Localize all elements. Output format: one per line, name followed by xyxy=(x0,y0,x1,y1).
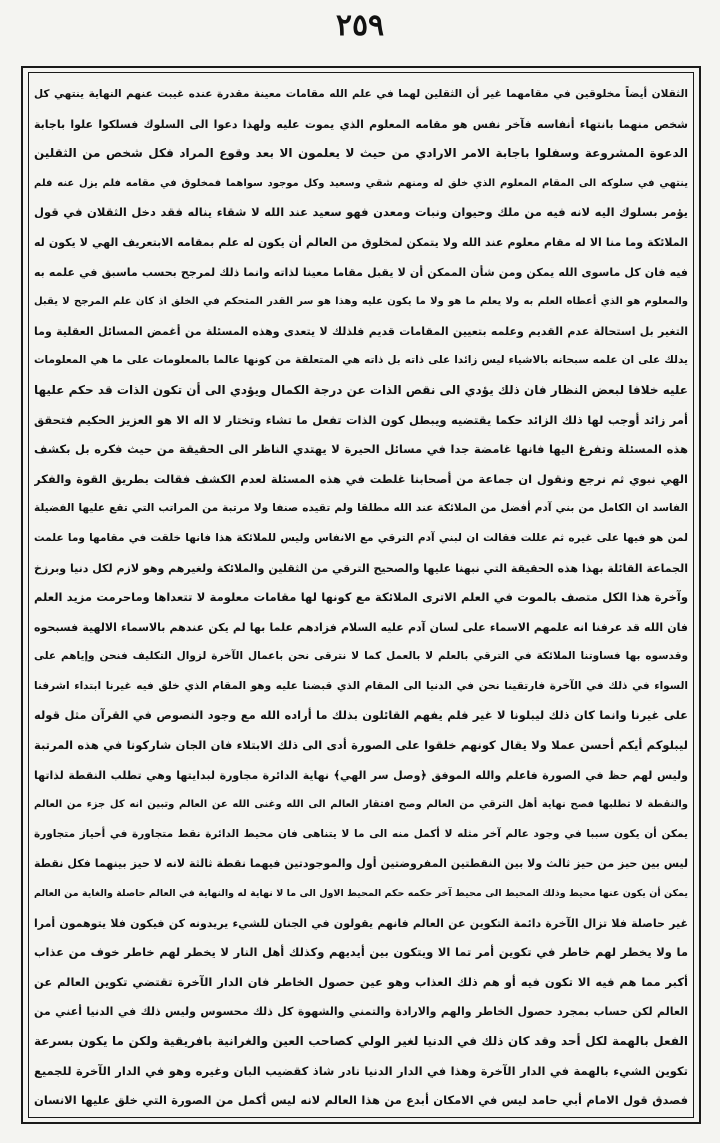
text-line: ما ولا يخطر لهم خاطر في تكوين أمر تما الا ويتكون بين أيديهم وكذلك أهل النار لا يخطر لهم خاطر خوف من عذاب xyxy=(34,945,688,960)
page-number: ٢٥٩ xyxy=(335,8,385,43)
text-line: فيه فان كل ماسوى الله يمكن ومن شأن الممكن أن لا يقبل مقاما معينا لذاته وانما ذلك لمرجح بحسب ماسبق في علمه به xyxy=(34,265,688,279)
text-line: الهي نبوي ثم نرجع ونقول ان جماعة من أصحابنا غلطت في هذه المسئلة لعدم الكشف فقالت بطريق القوة والفكر xyxy=(34,471,688,486)
text-line: عليه خلافا لبعض النظار فان ذلك يؤدي الى نقص الذات عن درجة الكمال ويؤدي الى أن تكون الذات قد حكم عليها xyxy=(34,382,688,397)
page-body-text xyxy=(34,80,688,1114)
text-line: لمن هو فيها على غيره ثم عللت فقالت ان لبني آدم الترقي مع الانفاس وليس للملائكة هذا فانها خلقت في مقامها وما علمت xyxy=(34,531,688,544)
text-line: التغير بل استحالة عدم القديم وعلمه بتعيين المقامات قديم فلذلك لا يتعدى وهذه المسئلة من أغمض المسائل العقلية وما xyxy=(34,324,688,338)
text-line: الفاسد ان الكامل من بني آدم أفضل من الملائكة عند الله مطلقا ولم تقيده صنفا ولا مرتبة من المراتب التي تقع عليها الفضيلة xyxy=(34,502,688,515)
text-line: وليس لهم حظ في الصورة فاعلم والله الموفق ﴿وصل سر الهي﴾ نهاية الدائرة مجاورة لبدايتها وهي تطلب النقطة لذاتها xyxy=(34,768,688,782)
text-line: ليس بين حيز من حيز ثالث ولا بين النقطتين المفروضتين أول والموجودتين فيهما نقطة ثالثة لانه لا حيز بينهما فكل نقطة xyxy=(34,857,688,871)
text-line: أمر زائد أوجب لها ذلك الزائد حكما يقتضيه ويبطل كون الذات تفعل ما تشاء وتختار لا اله الا هو العزيز الحكيم فتحقق xyxy=(34,412,688,427)
text-line: والنقطة لا تطلبها فصح نهاية أهل الترقي من العالم وصح افتقار العالم الى الله وغنى الله عن العالم وتبين انه كل جزء من العالم xyxy=(34,799,688,811)
text-line: الملائكة وما منا الا له مقام معلوم عند الله ولا يتمكن لمخلوق من العالم أن يكون له علم بمقامه الابتعريف الهي لا يكون له xyxy=(34,235,688,249)
text-line: على غيرنا وانما كان ذلك ليبلونا لا غير فلم يفهم القائلون بذلك ما أراده الله مع وجود النصوص في القرآن مثل قوله xyxy=(34,708,688,723)
text-line: يمكن أن يكون سببا في وجود عالم آخر مثله لا أكمل منه الى ما لا يتناهى فان محيط الدائرة نقط متجاورة في أحياز متجاورة xyxy=(34,827,688,840)
text-line: والمعلوم هو الذي أعطاه العلم به ولا يعلم ما هو ولا ما يكون عليه وهذا هو سر القدر المتحكم في الخلق اذ كان علم المرجح لا يقبل xyxy=(34,296,688,308)
text-line: ينتهي في سلوكه الى المقام المعلوم الذي خلق له ومنهم شقي وسعيد وكل موجود سواهما فمخلوق في مقامه فلم يزل عنه فلم xyxy=(34,177,688,189)
text-line: يؤمر بسلوك اليه لانه فيه من ملك وحيوان ونبات ومعدن فهو سعيد عند الله لا شقاء يناله فقد دخل الثقلان في قول xyxy=(34,205,688,220)
text-line: السواء في ذلك في الآخرة فارتقينا نحن في الدنيا الى المقام الذي قبضنا عليه وهو المقام الذي خلق فيه غيرنا ابتداء اشرفنا xyxy=(34,679,688,692)
text-line: أكبر مما هم فيه الا تكون فيه أو هم ذلك العذاب وهو عين حصول الخاطر فان الدار الآخرة تقتضي تكوين العالم عن xyxy=(34,974,688,989)
text-line: غير حاصلة فلا تزال الآخرة دائمة التكوين عن العالم فانهم يقولون في الجنان للشيء يريدونه كن فيكون فلا يتوهمون أمرا xyxy=(34,916,688,930)
text-line: فصدق قول الامام أبي حامد ليس في الامكان أبدع من هذا العالم لانه ليس أكمل من الصورة التي خلق عليها الانسان xyxy=(34,1093,688,1108)
text-line: وقدسوه بها فساوتنا الملائكة في الترقي بالعلم لا بالعمل كما لا نترقى نحن باعمال الآخرة لزوال التكليف فنحن وإياهم على xyxy=(34,650,688,663)
text-line: الدعوة المشروعة وسفلوا باجابة الامر الارادي من حيث لا يعلمون الا بعد وقوع المراد فكل شخص من الثقلين xyxy=(34,146,688,161)
text-line: تكوين الشيء بالهمة في الدار الآخرة وهذا في الدار الدنيا نادر شاذ كقضيب البان وغيره وهو في الدار الآخرة للجميع xyxy=(34,1063,688,1078)
text-line: شخص منهما بانتهاء أنفاسه فآخر نفس هو مقامه المعلوم الذي يموت عليه ولهذا دعوا الى السلوك فسلكوا علوا باجابة xyxy=(34,117,688,131)
text-line: الثقلان أيضاً مخلوقين في مقامهما غير أن الثقلين لهما في علم الله مقامات معينة مقدرة عنده غيبت عنهم النهاية ينتهي كل xyxy=(34,88,688,100)
text-line: العالم لكن حساب بمجرد حصول الخاطر والهم والارادة والتمني والشهوة كل ذلك محسوس وليس ذلك في الدنيا أعني من xyxy=(34,1005,688,1019)
text-line: ليبلوكم أيكم أحسن عملا ولا يقال كونهم خلقوا على الصورة أدى الى ذلك الابتلاء فان الجان شاركونا في هذه المرتبة xyxy=(34,738,688,753)
text-line: فان الله قد عرفنا انه علمهم الاسماء على لسان آدم عليه السلام فزادهم علما بها لم يكن عندهم بالاسماء الالهية فسبحوه xyxy=(34,620,688,634)
text-line: الجماعة القائلة بهذا هذه الحقيقة التي نبهنا عليها والصحيح الترقي من الثقلين والملائكة ولغيرهم وهو لازم لكل دنيا وبرزخ xyxy=(34,561,688,575)
text-line: هذه المسئلة وتفرغ اليها فانها غامضة جدا في مسائل الحيرة لا يهتدي الناظر الى الحقيقة من حيث فكره بل بكشف xyxy=(34,442,688,457)
text-line: يدلك على ان علمه سبحانه بالاشياء ليس زائدا على ذاته بل ذاته هي المتعلقة من كونها عالما بالمعلومات على ما هي المعلومات xyxy=(34,354,688,367)
text-line: الفعل بالهمة لكل أحد وقد كان ذلك في الدنيا لغير الولي كصاحب العين والغرانية بافريقية ولكن ما يكون بسرعة xyxy=(34,1034,688,1048)
text-line: وآخرة هذا الكل متصف بالموت في العلم الاترى الملائكة مع كونها لها مقامات معلومة لا تتعداها وماحرمت مزيد العلم xyxy=(34,590,688,605)
text-line: يمكن أن يكون عنها محيط وذلك المحيط الى محيط آخر حكمه حكم المحيط الاول الى ما لا نهاية له والنهاية في العالم حاصلة والغاية من العالم xyxy=(34,888,688,900)
